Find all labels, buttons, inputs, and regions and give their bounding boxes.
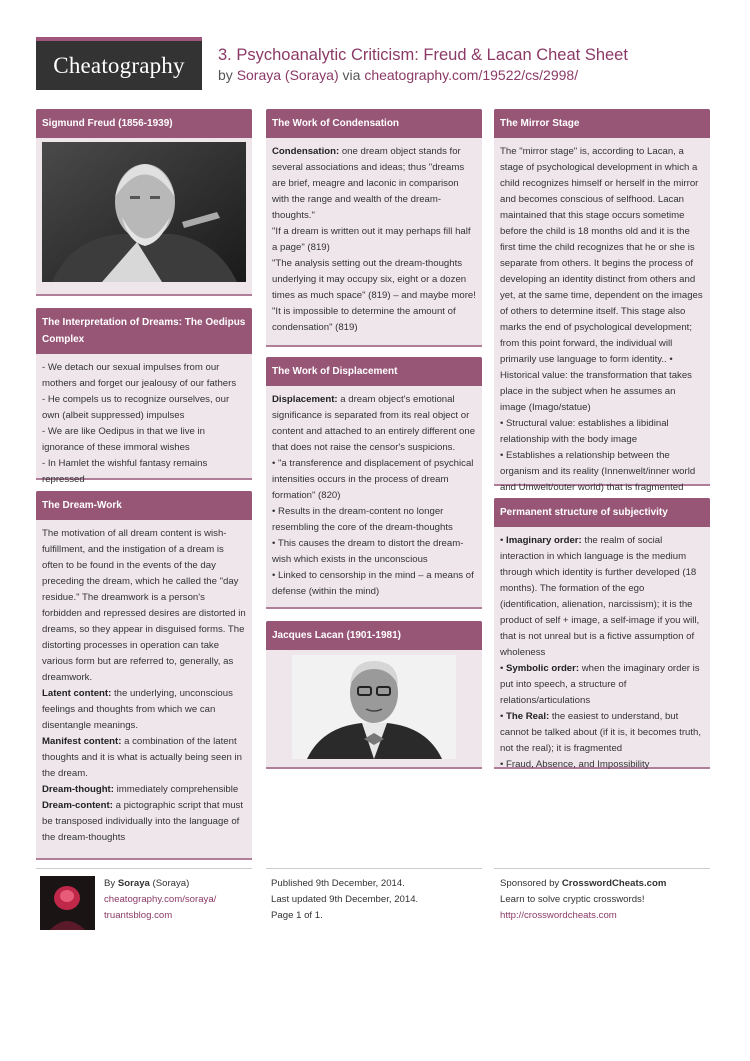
displacement-section	[266, 357, 482, 609]
sheet-byline	[218, 67, 578, 83]
latent-term: Latent content:	[42, 688, 112, 699]
subjectivity-section	[494, 498, 710, 769]
footer-sponsor-name[interactable]: CrosswordCheats.com	[561, 878, 667, 889]
footer-publish-info	[271, 876, 418, 924]
symbolic-text: when the imaginary order is put into speech, a structure of relations/articulations	[500, 663, 700, 706]
displacement-text: a dream object's emotional significance is separated from its real object or content and attached to an entirely different one that does not raise the censor's suspicions.	[272, 394, 476, 453]
dream-content-term: Dream-content:	[42, 800, 113, 811]
footer-published: Published 9th December, 2014.	[271, 878, 405, 889]
displacement-bullet-1: • "a transference and displacement of psychical intensities occurs in the process of dream formation" (820)	[272, 458, 474, 501]
interpretation-line-2: - He compels us to recognize ourselves, our own (albeit suppressed) impulses	[42, 394, 230, 421]
manifest-term: Manifest content:	[42, 736, 122, 747]
condensation-section	[266, 109, 482, 347]
footer-sponsor-link[interactable]: http://crosswordcheats.com	[500, 910, 617, 921]
displacement-definition	[272, 392, 476, 456]
manifest-content-entry	[42, 734, 246, 782]
dreamwork-title: The Dream-Work	[36, 491, 252, 520]
interpretation-title: The Interpretation of Dreams: The Oedipus Complex	[36, 308, 252, 354]
displacement-title: The Work of Displacement	[266, 357, 482, 386]
imaginary-text: the realm of social interaction in which language is the medium through which identity is further developed (18 months). The formation of the ego (identification, alienation, narcissism); it is the product of self + image, a self-image if you will, that is not unreal but is a fictive assumption of wholeness	[500, 535, 700, 658]
footer-divider-2	[266, 868, 482, 869]
manifest-text: a combination of the latent thoughts and it is what is actually being seen in the dream.	[42, 736, 242, 779]
interpretation-section	[36, 308, 252, 485]
symbolic-term: Symbolic order:	[506, 663, 580, 674]
logo-text: Cheatography	[53, 52, 185, 78]
mirror-stage-title: The Mirror Stage	[494, 109, 710, 138]
mirror-stage-section	[494, 109, 710, 493]
dreamwork-section	[36, 491, 252, 860]
footer-profile-link[interactable]: cheatography.com/soraya/	[104, 894, 217, 905]
dream-thought-term: Dream-thought:	[42, 784, 114, 795]
latent-content-entry	[42, 686, 246, 734]
displacement-bullet-2: • Results in the dream-content no longer resembling the core of the dream-thoughts	[272, 506, 453, 533]
real-text: the easiest to understand, but cannot be talked about (if it is, it becomes truth, not the real); it is fragmented	[500, 711, 702, 754]
mirror-stage-bullet-1: • Structural value: establishes a libidinal relationship with the body image	[500, 418, 669, 445]
footer-author-line	[104, 876, 216, 892]
mirror-stage-bullet-2: • Establishes a relationship between the organism and its reality (Innenwelt/inner world and Umwelt/outer world) that is fragmented	[500, 450, 696, 493]
footer-sponsor	[500, 876, 666, 924]
dream-thought-text: immediately comprehensible	[113, 784, 239, 795]
interpretation-line-3: - We are like Oedipus in that we live in ignorance of these immoral wishes	[42, 426, 205, 453]
condensation-title: The Work of Condensation	[266, 109, 482, 138]
footer-divider-1	[36, 868, 252, 869]
footer-updated: Last updated 9th December, 2014.	[271, 894, 419, 905]
footer-by: By	[104, 878, 116, 889]
lacan-title: Jacques Lacan (1901-1981)	[266, 621, 482, 650]
freud-portrait	[42, 142, 246, 282]
footer-divider-3	[494, 868, 710, 869]
interpretation-line-1: - We detach our sexual impulses from our mothers and forget our jealousy of our fathers	[42, 362, 237, 389]
condensation-text: one dream object stands for several associations and ideas; thus "dreams are brief, meagre and laconic in comparison with the range and wealth of the dream-thoughts."	[272, 146, 465, 221]
sheet-url-link[interactable]: cheatography.com/19522/cs/2998/	[364, 67, 579, 83]
interpretation-line-4: - In Hamlet the wishful fantasy remains repressed	[42, 458, 208, 485]
condensation-definition	[272, 144, 476, 224]
imaginary-term: Imaginary order:	[506, 535, 582, 546]
latent-text: the underlying, unconscious feelings and thoughts from which we can disentangle meanings.	[42, 688, 233, 731]
footer-sponsor-tagline: Learn to solve cryptic crosswords!	[500, 894, 645, 905]
freud-title: Sigmund Freud (1856-1939)	[36, 109, 252, 138]
lacan-portrait	[292, 655, 456, 759]
displacement-bullet-4: • Linked to censorship in the mind – a means of defense (within the mind)	[272, 570, 474, 597]
subjectivity-title: Permanent structure of subjectivity	[494, 498, 710, 527]
footer-author-name[interactable]: Soraya	[117, 878, 150, 889]
displacement-bullet-3: • This causes the dream to distort the dream-wish which exists in the unconscious	[272, 538, 464, 565]
lacan-section	[266, 621, 482, 769]
cheatography-logo[interactable]	[36, 37, 202, 90]
real-term: The Real:	[506, 711, 550, 722]
dream-thought-entry	[42, 782, 246, 798]
symbolic-order-entry: • Symbolic order: when the imaginary order is put into speech, a structure of relations/articulations	[500, 663, 700, 706]
byline-via: via	[342, 67, 361, 83]
author-link[interactable]: Soraya (Soraya)	[236, 67, 339, 83]
mirror-stage-text: The "mirror stage" is, according to Lacan, a stage of psychological development in which a child recognizes himself or herself in the mirror and becomes conscious of selfhood. Lacan maintained that this stage occurs sometime before the child is 18 months old and it is the first time the child recognizes that he or she is separate from others. It begins the process of developing an identity distinct from others and yet, at the same time, dependent on the images of others to determine itself. This stage also marks the end of psychological development; from this point forward, the individual will primarily use language to form identity.. • Historical value: the transformation that takes place in the subject when he assumes an image (Imago/statue)	[500, 146, 703, 413]
dream-content-text: a pictographic script that must be transposed individually into the language of the dream-thoughts	[42, 800, 244, 843]
footer-sponsor-line	[500, 876, 666, 892]
footer-blog-link[interactable]: truantsblog.com	[104, 910, 173, 921]
dreamwork-intro: The motivation of all dream content is wish-fulfillment, and the instigation of a dream is often to be found in the events of the day preceding the dream, which he called the "day residue." The dreamwork is a person's forbidden and repressed desires are distorted in dreams, so they appear in disguised forms. The distorting processes in operation can take various form but are referred to, generally, as dreamwork.	[42, 528, 246, 683]
condensation-term: Condensation:	[272, 146, 340, 157]
condensation-quote-1: "If a dream is written out it may perhaps fill half a page" (819)	[272, 226, 471, 253]
freud-section	[36, 109, 252, 296]
imaginary-order-entry: • Imaginary order: the realm of social interaction in which language is the medium through which identity is further developed (18 months). The formation of the ego (identification, alienation, narcissism); it is the product of self + image, a self-image if you will, that is not unreal but is a fictive assumption of wholeness	[500, 535, 700, 658]
footer-author-handle: (Soraya)	[149, 878, 190, 889]
dream-content-entry	[42, 798, 246, 846]
condensation-quote-2: "The analysis setting out the dream-thoughts underlying it may occupy six, eight or a dozen times as much space" (819) – and maybe more!	[272, 258, 476, 301]
the-real-entry: • The Real: the easiest to understand, but cannot be talked about (if it is, it becomes truth, not the real); it is fragmented	[500, 711, 702, 754]
fraud-absence-entry: • Fraud, Absence, and Impossibility	[500, 759, 650, 770]
byline-by: by	[218, 67, 233, 83]
footer-author	[104, 876, 216, 924]
footer-sponsored-by: Sponsored by	[500, 878, 560, 889]
sheet-title: 3. Psychoanalytic Criticism: Freud & Lacan Cheat Sheet	[218, 46, 628, 64]
displacement-term: Displacement:	[272, 394, 338, 405]
condensation-quote-3: "It is impossible to determine the amount of condensation" (819)	[272, 306, 456, 333]
author-avatar[interactable]	[40, 876, 95, 930]
avatar-image	[40, 876, 95, 930]
footer-page: Page 1 of 1.	[271, 910, 323, 921]
